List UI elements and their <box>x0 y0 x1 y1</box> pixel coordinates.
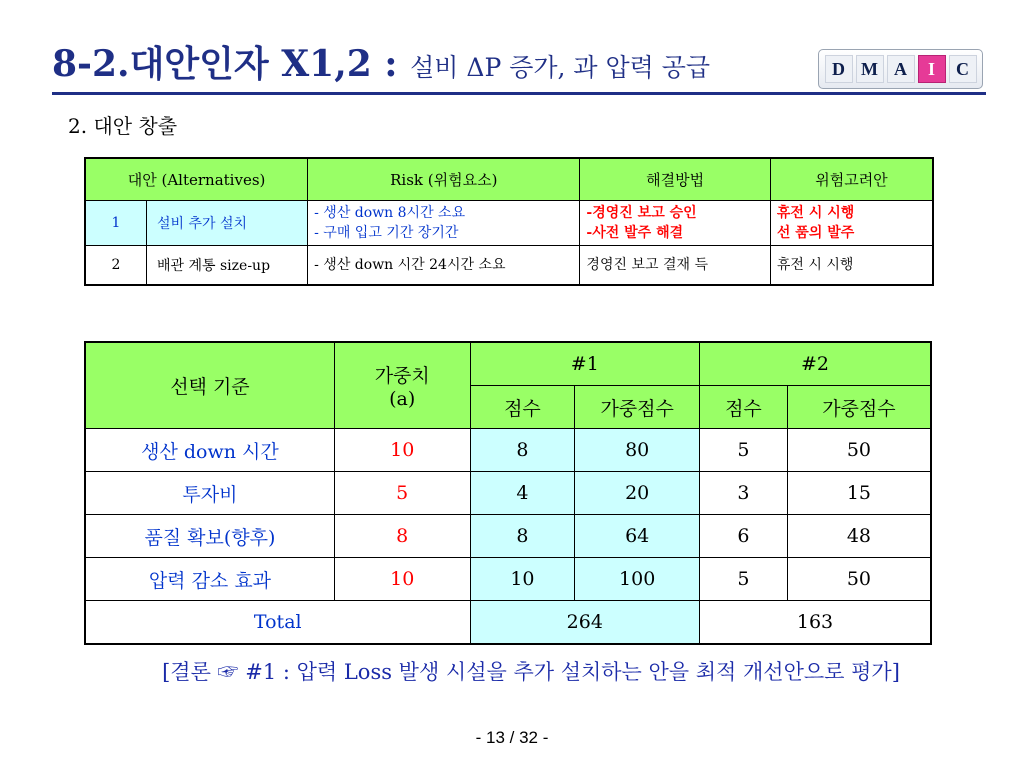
total-alternative-2: 163 <box>700 601 931 645</box>
conclusion-text: [결론 ☞ #1 : 압력 Loss 발생 시설을 추가 설치하는 안을 최적 개선안으로 평가] <box>162 660 900 684</box>
header-weighted-score: 가중점수 <box>787 386 931 429</box>
risk-line: - 구매 입고 기간 장기간 <box>314 225 459 241</box>
header-alternative-2: #2 <box>700 342 931 386</box>
dmaic-step-a: A <box>887 55 915 83</box>
header-alternative-1: #1 <box>470 342 699 386</box>
weighted-score-cell: 50 <box>787 429 931 472</box>
alternative-name: 배관 계통 size-up <box>157 258 271 274</box>
table-row <box>85 246 933 286</box>
score-cell: 6 <box>700 515 788 558</box>
table-row <box>85 472 931 515</box>
table-row <box>85 558 931 601</box>
header-solution: 해결방법 <box>580 158 770 201</box>
weight-cell: 5 <box>334 472 470 515</box>
consideration-cell <box>770 201 933 246</box>
header-alternatives: 대안 (Alternatives) <box>85 158 308 201</box>
consideration-line: 휴전 시 시행 <box>776 205 855 221</box>
table-header-row <box>85 158 933 201</box>
page-title <box>52 40 710 92</box>
weighted-score-cell: 80 <box>575 429 700 472</box>
weighted-score-cell: 48 <box>787 515 931 558</box>
alternative-number: 1 <box>86 201 147 245</box>
score-cell: 8 <box>470 515 575 558</box>
criteria-cell: 품질 확보(향후) <box>85 515 334 558</box>
solution-line: -사전 발주 해결 <box>586 225 684 241</box>
header-weighted-score: 가중점수 <box>575 386 700 429</box>
table-row <box>85 515 931 558</box>
header-score: 점수 <box>700 386 788 429</box>
risk-line: - 생산 down 8시간 소요 <box>314 205 466 221</box>
weight-cell: 8 <box>334 515 470 558</box>
table-header-row <box>85 342 931 386</box>
section-heading: 2. 대안 창출 <box>68 114 178 138</box>
weight-cell: 10 <box>334 558 470 601</box>
dmaic-indicator <box>818 49 983 89</box>
dmaic-step-i: I <box>918 55 946 83</box>
score-cell: 3 <box>700 472 788 515</box>
dmaic-step-d: D <box>825 55 853 83</box>
header-risk: Risk (위험요소) <box>308 158 580 201</box>
table-row <box>85 201 933 246</box>
solution-line: -경영진 보고 승인 <box>586 205 697 221</box>
criteria-cell: 생산 down 시간 <box>85 429 334 472</box>
weight-cell: 10 <box>334 429 470 472</box>
alternative-cell <box>85 201 308 246</box>
header-criteria: 선택 기준 <box>85 342 334 429</box>
score-cell: 4 <box>470 472 575 515</box>
alternative-cell <box>85 246 308 286</box>
solution-cell <box>580 246 770 286</box>
dmaic-step-m: M <box>856 55 884 83</box>
title-subtitle: 설비 ΔP 증가, 과 압력 공급 <box>410 53 711 82</box>
title-main: 8-2.대안인자 X1,2 : <box>52 43 411 85</box>
score-cell: 5 <box>700 429 788 472</box>
alternatives-table <box>84 157 934 286</box>
criteria-cell: 압력 감소 효과 <box>85 558 334 601</box>
page-number: - 13 / 32 - <box>475 728 549 747</box>
solution-line: 경영진 보고 결재 득 <box>586 257 708 273</box>
total-row <box>85 601 931 645</box>
weighted-score-cell: 64 <box>575 515 700 558</box>
weighted-score-cell: 50 <box>787 558 931 601</box>
score-cell: 10 <box>470 558 575 601</box>
alternative-number: 2 <box>86 246 147 284</box>
total-alternative-1: 264 <box>470 601 699 645</box>
risk-cell <box>308 246 580 286</box>
weighted-score-cell: 15 <box>787 472 931 515</box>
header-weight-line: 가중치 <box>374 365 430 387</box>
total-label: Total <box>85 601 470 645</box>
evaluation-table <box>84 341 932 645</box>
solution-cell <box>580 201 770 246</box>
header-weight <box>334 342 470 429</box>
criteria-cell: 투자비 <box>85 472 334 515</box>
table-row <box>85 429 931 472</box>
score-cell: 5 <box>700 558 788 601</box>
weighted-score-cell: 100 <box>575 558 700 601</box>
consideration-line: 휴전 시 시행 <box>776 257 854 273</box>
alternative-name: 설비 추가 설치 <box>157 216 248 232</box>
risk-cell <box>308 201 580 246</box>
header-weight-line: (a) <box>389 388 416 410</box>
title-divider <box>52 92 986 95</box>
consideration-cell <box>770 246 933 286</box>
header-score: 점수 <box>470 386 575 429</box>
consideration-line: 선 품의 발주 <box>776 225 855 241</box>
risk-line: - 생산 down 시간 24시간 소요 <box>314 257 506 273</box>
header-consideration: 위험고려안 <box>770 158 933 201</box>
score-cell: 8 <box>470 429 575 472</box>
dmaic-step-c: C <box>949 55 977 83</box>
weighted-score-cell: 20 <box>575 472 700 515</box>
